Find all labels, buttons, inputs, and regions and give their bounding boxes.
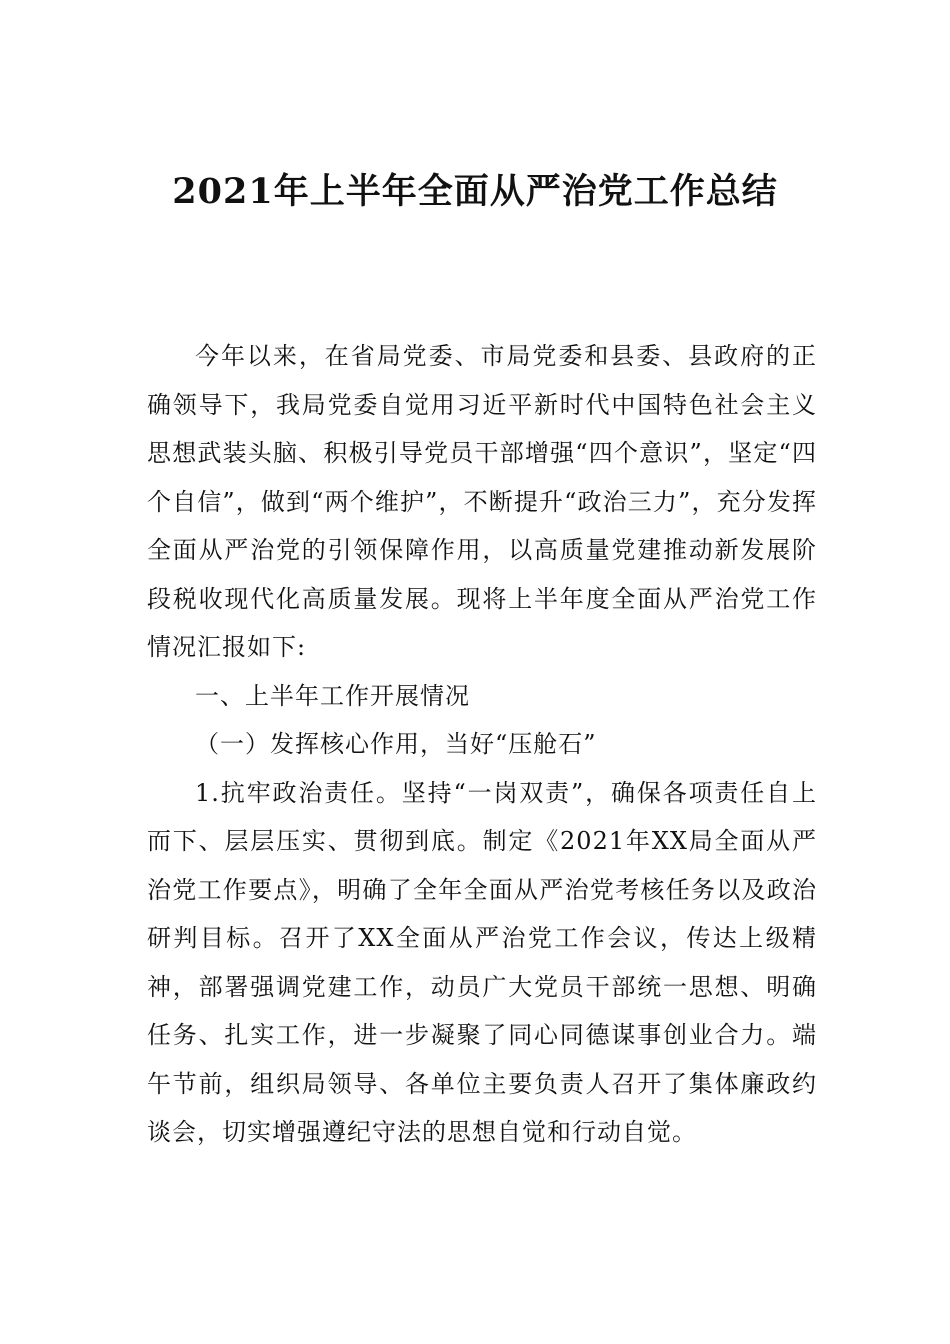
document-title: 2021年上半年全面从严治党工作总结: [172, 171, 778, 212]
item-paragraph: 1.抗牢政治责任。坚持“一岗双责”，确保各项责任自上而下、层层压实、贯彻到底。制定《2021年XX局全面从严治党工作要点》，明确了全年全面从严治党考核任务以及政治研判目标。召开了XX全面从严治党工作会议，传达上级精神，部署强调党建工作，动员广大党员干部统一思想、明确任务、扎实工作，进一步凝聚了同心同德谋事创业合力。端午节前，组织局领导、各单位主要负责人召开了集体廉政约谈会，切实增强遵纪守法的思想自觉和行动自觉。: [147, 778, 817, 1146]
intro-paragraph: 今年以来，在省局党委、市局党委和县委、县政府的正确领导下，我局党委自觉用习近平新时代中国特色社会主义思想武装头脑、积极引导党员干部增强“四个意识”，坚定“四个自信”，做到“两个维护”，不断提升“政治三力”，充分发挥全面从严治党的引领保障作用，以高质量党建推动新发展阶段税收现代化高质量发展。现将上半年度全面从严治党工作情况汇报如下:: [147, 342, 817, 661]
subsection-heading: （一）发挥核心作用，当好“压舱石”: [195, 730, 597, 758]
section-heading: 一、上半年工作开展情况: [195, 681, 470, 710]
document-body: [147, 332, 817, 1157]
